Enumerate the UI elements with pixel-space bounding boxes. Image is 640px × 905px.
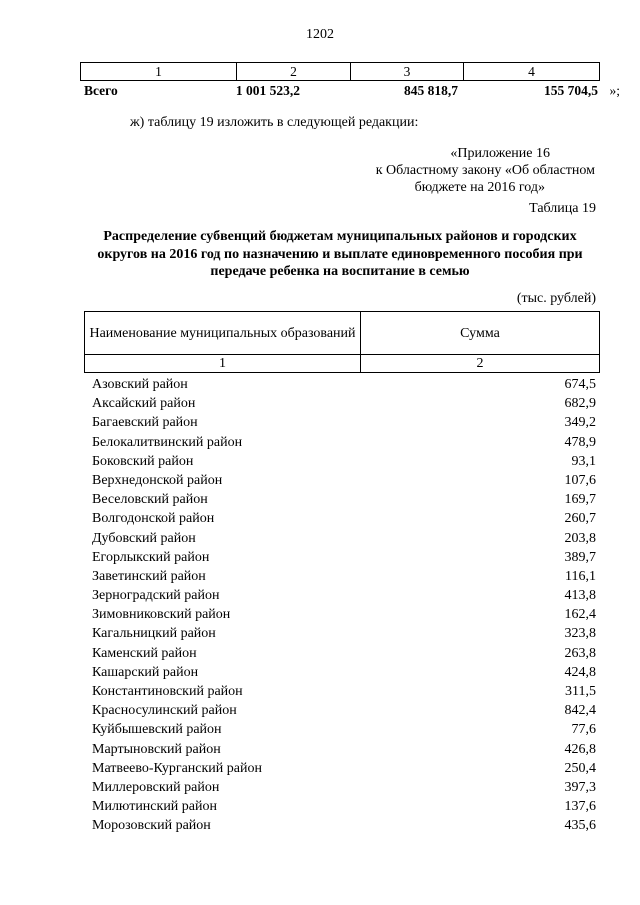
table-title: Распределение субвенций бюджетам муниципальных районов и городских округов на 2016 год по назначению и выплате единовременного пособия при передаче ребенка на воспитание в семью: [97, 229, 583, 279]
table-row: [84, 452, 600, 471]
table-row: [84, 740, 600, 759]
appendix-line: к Областному закону «Об областном: [375, 163, 595, 178]
municipality-name: Милютинский район: [92, 799, 218, 815]
municipality-name: Дубовский район: [92, 530, 196, 546]
previous-table-header: [80, 62, 600, 81]
instruction-text: ж) таблицу 19 изложить в следующей редакции:: [130, 115, 419, 130]
table-row: [84, 816, 600, 835]
total-value: 155 704,5: [544, 83, 598, 98]
municipality-name: Зерноградский район: [92, 588, 220, 604]
column-number: 2: [237, 63, 351, 81]
amount-value: 413,8: [564, 588, 596, 604]
amount-value: 162,4: [564, 607, 596, 623]
municipality-name: Матвеево-Курганский район: [92, 760, 262, 776]
amount-value: 674,5: [564, 377, 596, 392]
municipality-name: Веселовский район: [92, 492, 208, 508]
appendix-line: бюджете на 2016 год»: [414, 180, 545, 195]
column-number: 4: [464, 63, 600, 81]
municipality-name: Миллеровский район: [92, 779, 220, 795]
amount-value: 116,1: [565, 568, 596, 584]
municipality-name: Егорлыкский район: [92, 549, 210, 565]
header-col-number: 2: [361, 355, 600, 373]
amount-value: 250,4: [564, 760, 596, 776]
municipality-name: Волгодонской район: [92, 511, 215, 527]
amount-value: 435,6: [564, 818, 596, 834]
municipality-name: Белокалитвинский район: [92, 434, 243, 450]
municipality-name: Константиновский район: [92, 684, 243, 699]
table-row: [84, 413, 600, 432]
total-value: 845 818,7: [404, 83, 458, 98]
amount-value: 397,3: [564, 779, 596, 795]
municipality-name: Кагальницкий район: [92, 626, 216, 642]
table-number: Таблица 19: [529, 201, 596, 216]
amount-value: 311,5: [565, 684, 596, 699]
amount-value: 389,7: [564, 549, 596, 565]
table-row: [84, 433, 600, 452]
table-row: [84, 586, 600, 605]
header-sum: Сумма: [361, 312, 600, 355]
table-row: [84, 567, 600, 586]
appendix-reference: [330, 145, 595, 196]
municipality-name: Багаевский район: [92, 415, 198, 431]
amount-value: 77,6: [571, 722, 596, 738]
amount-value: 349,2: [564, 415, 596, 431]
total-row: [80, 83, 620, 101]
municipality-name: Верхнедонской район: [92, 472, 223, 488]
table-row: [84, 490, 600, 509]
municipality-name: Боковский район: [92, 453, 194, 469]
amount-value: 842,4: [564, 703, 596, 719]
header-col-number: 1: [85, 355, 361, 373]
municipality-name: Кашарский район: [92, 664, 199, 680]
table-row: [84, 471, 600, 490]
amount-value: 260,7: [564, 511, 596, 527]
table-row: [84, 759, 600, 778]
table-row: [84, 548, 600, 567]
closing-quote: »;: [609, 83, 620, 98]
table-row: [84, 644, 600, 663]
main-table-body: [84, 375, 600, 836]
municipality-name: Мартыновский район: [92, 741, 221, 757]
total-value: 1 001 523,2: [235, 83, 300, 98]
column-number: 1: [81, 63, 237, 81]
table-row: [84, 509, 600, 528]
municipality-name: Красносулинский район: [92, 703, 237, 719]
amount-value: 424,8: [564, 664, 596, 680]
amount-value: 107,6: [564, 472, 596, 488]
table-row: [84, 624, 600, 643]
amount-value: 93,1: [571, 453, 596, 469]
municipality-name: Азовский район: [92, 377, 188, 392]
municipality-name: Зимовниковский район: [92, 607, 231, 623]
municipality-name: Заветинский район: [92, 568, 206, 584]
municipality-name: Куйбышевский район: [92, 722, 222, 738]
municipality-name: Аксайский район: [92, 396, 196, 412]
amount-value: 478,9: [564, 434, 596, 450]
municipality-name: Каменский район: [92, 645, 197, 661]
header-name: Наименование муниципальных образований: [85, 312, 361, 355]
appendix-line: «Приложение 16: [450, 146, 550, 161]
table-row: [84, 720, 600, 739]
table-row: [84, 701, 600, 720]
table-row: [84, 797, 600, 816]
amount-value: 323,8: [564, 626, 596, 642]
table-row: [84, 394, 600, 413]
table-row: [84, 375, 600, 394]
table-row: [84, 778, 600, 797]
table-row: [84, 605, 600, 624]
amount-value: 203,8: [564, 530, 596, 546]
amount-value: 426,8: [564, 741, 596, 757]
page-number: 1202: [306, 27, 334, 42]
total-label: Всего: [84, 83, 118, 98]
amount-value: 169,7: [564, 492, 596, 508]
amount-value: 682,9: [564, 396, 596, 412]
table-row: [84, 663, 600, 682]
municipality-name: Морозовский район: [92, 818, 211, 834]
main-table-header: [84, 311, 600, 373]
units-label: (тыс. рублей): [516, 291, 596, 306]
amount-value: 263,8: [564, 645, 596, 661]
table-row: [84, 682, 600, 701]
amount-value: 137,6: [564, 799, 596, 815]
column-number: 3: [351, 63, 464, 81]
table-row: [84, 529, 600, 548]
